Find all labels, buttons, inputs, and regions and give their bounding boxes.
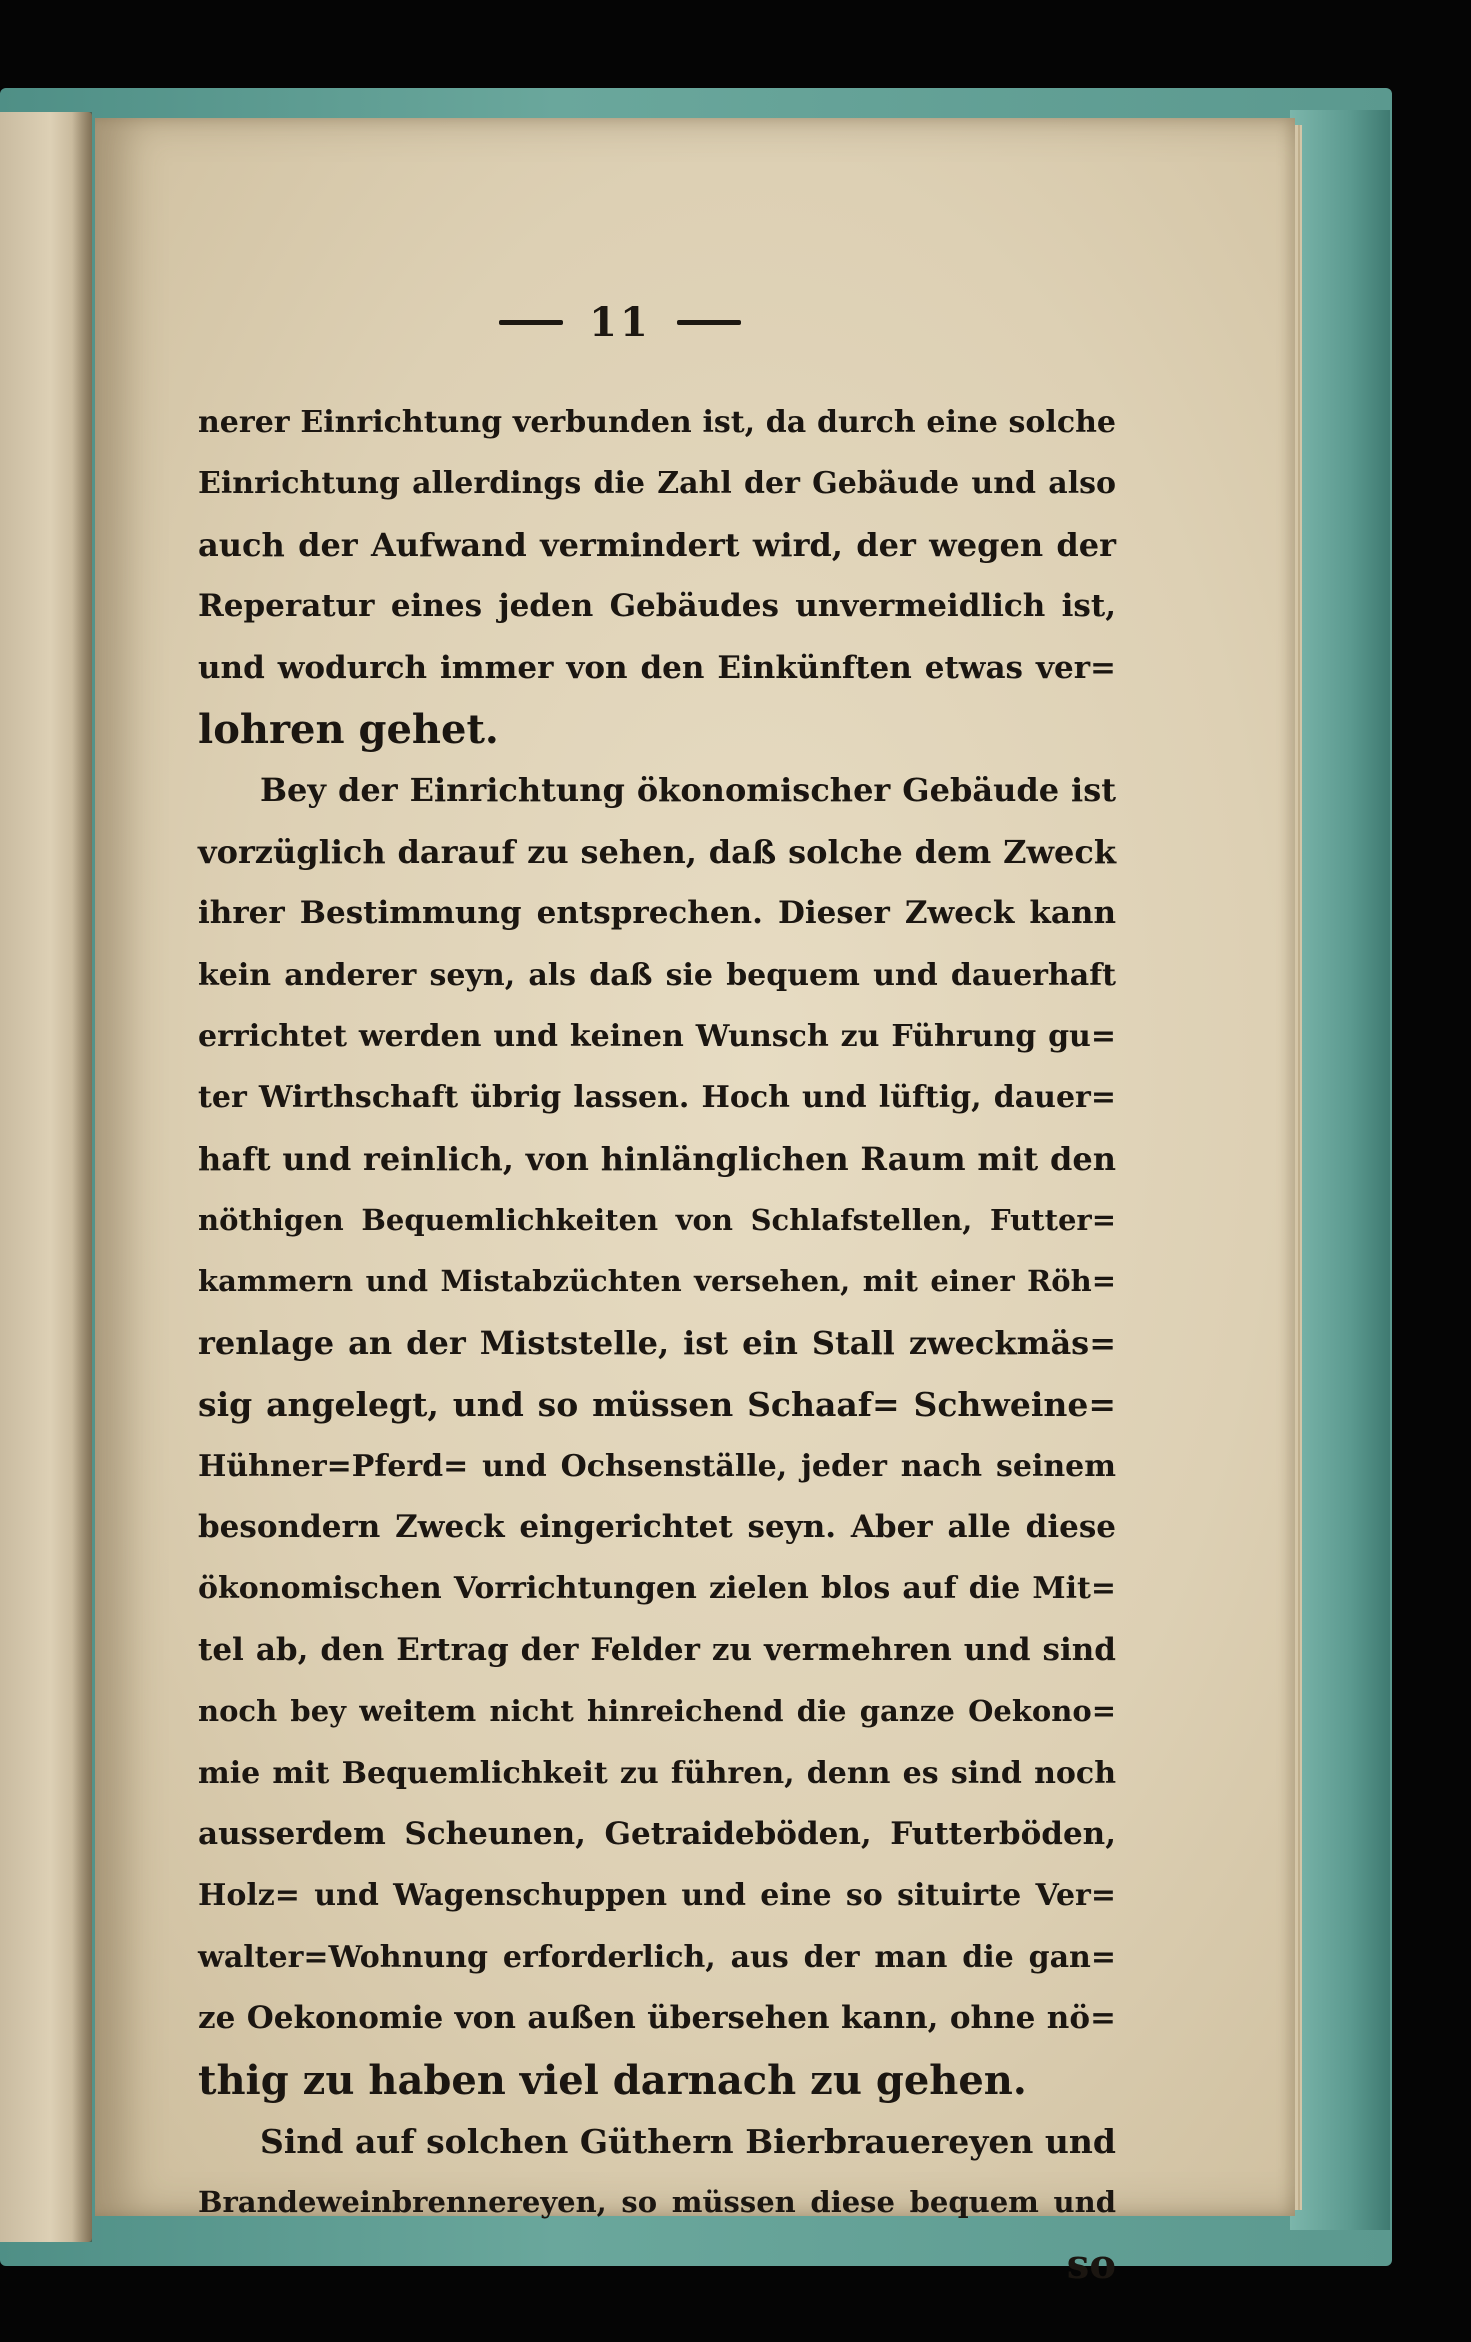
text-line: besondern Zweck eingerichtet seyn. Aber alle diese — [198, 1509, 1116, 1546]
text-line: ökonomischen Vorrichtungen zielen blos auf die Mit= — [198, 1571, 1116, 1607]
text-line: errichtet werden und keinen Wunsch zu Führung gu= — [198, 1018, 1116, 1054]
text-line: sig angelegt, und so müssen Schaaf= Schweine= — [198, 1385, 1116, 1425]
text-line: ter Wirthschaft übrig lassen. Hoch und lüftig, dauer= — [198, 1080, 1116, 1116]
text-line: ze Oekonomie von außen übersehen kann, ohne nö= — [198, 2000, 1116, 2037]
text-line: thig zu haben viel darnach zu gehen. — [198, 2056, 1027, 2104]
text-line: auch der Aufwand vermindert wird, der wegen der — [198, 525, 1116, 564]
text-line: tel ab, den Ertrag der Felder zu vermehren und sind — [198, 1631, 1116, 1668]
catchword: so — [1066, 2240, 1116, 2288]
text-line: Sind auf solchen Güthern Bierbrauereyen und — [260, 2121, 1116, 2161]
text-line: renlage an der Miststelle, ist ein Stall zweckmäs= — [198, 1323, 1116, 1362]
cover-edge — [1290, 110, 1390, 2230]
text-line: nerer Einrichtung verbunden ist, da durch eine solche — [198, 405, 1116, 440]
text-line: mie mit Bequemlichkeit zu führen, denn es sind noch — [198, 1755, 1116, 1791]
text-line: kein anderer seyn, als daß sie bequem und dauerhaft — [198, 957, 1116, 993]
page-header — [470, 292, 770, 352]
text-line: Brandeweinbrennereyen, so müssen diese bequem und — [198, 2185, 1116, 2220]
text-line: Holz= und Wagenschuppen und eine so situirte Ver= — [198, 1878, 1116, 1914]
text-line: ausserdem Scheunen, Getraideböden, Futterböden, — [198, 1815, 1116, 1852]
text-line: nöthigen Bequemlichkeiten von Schlafstellen, Futter= — [198, 1203, 1116, 1238]
header-rule-right — [677, 320, 741, 325]
left-page-edge — [0, 112, 92, 2242]
header-rule-left — [499, 320, 563, 325]
text-line: ihrer Bestimmung entsprechen. Dieser Zweck kann — [198, 895, 1116, 932]
text-line: Hühner=Pferd= und Ochsenställe, jeder nach seinem — [198, 1448, 1116, 1484]
text-line: kammern und Mistabzüchten versehen, mit einer Röh= — [198, 1264, 1116, 1299]
text-line: Einrichtung allerdings die Zahl der Gebäude und also — [198, 466, 1116, 502]
text-line: lohren gehet. — [198, 705, 499, 753]
page-number: 11 — [589, 298, 651, 346]
text-line: Bey der Einrichtung ökonomischer Gebäude ist — [260, 771, 1116, 810]
text-line: noch bey weitem nicht hinreichend die ganze Oekono= — [198, 1694, 1116, 1729]
text-line: Reperatur eines jeden Gebäudes unvermeidlich ist, — [198, 588, 1116, 625]
text-line: haft und reinlich, von hinlänglichen Raum mit den — [198, 1139, 1116, 1178]
text-line: und wodurch immer von den Einkünften etwas ver= — [198, 649, 1116, 686]
text-line: vorzüglich darauf zu sehen, daß solche dem Zweck — [198, 832, 1116, 871]
spine-shadow — [72, 112, 92, 2242]
page-body-text — [198, 392, 1116, 2295]
text-line: walter=Wohnung erforderlich, aus der man die gan= — [198, 1939, 1116, 1975]
